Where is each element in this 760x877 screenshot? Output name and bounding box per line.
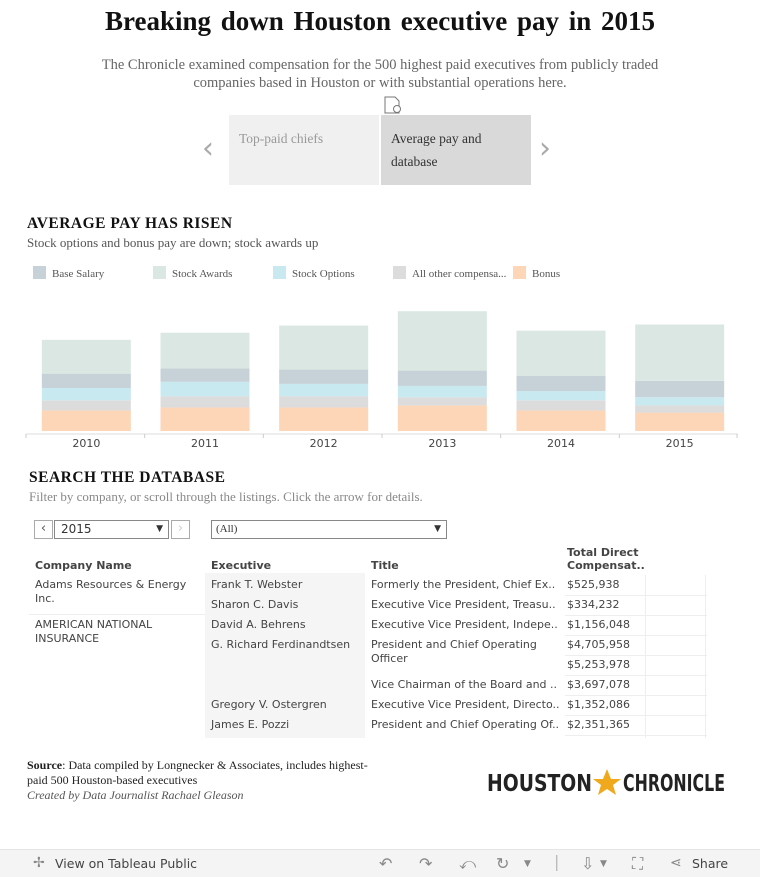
credit-line: Created by Data Journalist Rachael Gleason [27, 788, 244, 802]
legend-swatch [33, 266, 46, 279]
row-divider [565, 715, 707, 716]
legend-item[interactable] [273, 266, 355, 280]
source-label: Source [27, 758, 63, 772]
legend-swatch [393, 266, 406, 279]
story-next-arrow[interactable]: › [539, 131, 551, 166]
fullscreen-icon[interactable]: ⛶ [632, 854, 644, 873]
row-divider [565, 635, 707, 636]
view-on-tableau-link[interactable]: View on Tableau Public [55, 856, 198, 871]
redo-icon[interactable]: ↷ [419, 854, 433, 873]
x-tick-label: 2011 [191, 437, 219, 450]
document-icon[interactable] [384, 96, 402, 114]
x-tick-label: 2012 [309, 437, 338, 450]
table-cell-total: $1,352,086 [567, 698, 630, 711]
bar-segment-stock-options-2013[interactable] [398, 386, 487, 397]
table-cell-title: President and Chief Operating Officer [371, 638, 537, 665]
table-cell-total: $334,232 [567, 598, 620, 611]
bar-segment-bonus-2010[interactable] [42, 411, 131, 431]
x-tick-label: 2014 [547, 437, 575, 450]
bar-segment-all-other-compensa-2015[interactable] [635, 405, 724, 412]
star-icon [593, 769, 621, 795]
column-divider [645, 575, 646, 738]
group-divider [29, 614, 205, 615]
story-tab-average-pay[interactable]: Average pay and database [381, 115, 531, 185]
page-subtitle: The Chronicle examined compensation for the 500 highest paid executives from publicly traded companies based in Houston or with substantial operations here. [101, 57, 659, 91]
executive-table[interactable] [29, 545, 707, 738]
bar-segment-all-other-compensa-2011[interactable] [161, 396, 250, 407]
legend-item[interactable] [513, 266, 560, 280]
page-title: Breaking down Houston executive pay in 2015 [104, 6, 656, 36]
year-next-button[interactable]: › [171, 520, 190, 539]
share-button[interactable]: Share [692, 856, 729, 871]
legend-label: All other compensa... [412, 268, 507, 280]
bar-segment-all-other-compensa-2014[interactable] [517, 400, 606, 410]
table-cell-title: Executive Vice President, Indepe.. [371, 618, 558, 631]
bar-segment-bonus-2015[interactable] [635, 413, 724, 431]
bar-segment-stock-options-2012[interactable] [279, 384, 368, 396]
table-cell-title: Formerly the President, Chief Ex.. [371, 578, 556, 591]
row-divider [565, 615, 707, 616]
table-cell-total: $4,705,958 [567, 638, 630, 651]
bar-segment-stock-options-2014[interactable] [517, 391, 606, 400]
legend-swatch [153, 266, 166, 279]
story-prev-arrow[interactable]: ‹ [202, 131, 214, 166]
table-cell-total: $5,253,978 [567, 658, 630, 671]
year-select[interactable] [54, 520, 169, 539]
legend-label: Stock Options [292, 268, 355, 280]
bar-segment-base-salary-2012[interactable] [279, 370, 368, 384]
chart-legend [33, 266, 733, 284]
table-cell-executive: Sharon C. Davis [211, 598, 299, 611]
table-cell-total: $2,351,365 [567, 718, 630, 731]
legend-swatch [513, 266, 526, 279]
chart-subheading: Stock options and bonus pay are down; stock awards up [27, 235, 319, 250]
header-company[interactable]: Company Name [35, 559, 132, 572]
bar-segment-bonus-2012[interactable] [279, 407, 368, 431]
bar-segment-stock-options-2010[interactable] [42, 388, 131, 400]
company-filter-select[interactable] [211, 520, 447, 539]
table-cell-total: $1,156,048 [567, 618, 630, 631]
row-divider [565, 735, 707, 736]
column-divider [705, 575, 706, 738]
bar-segment-stock-options-2015[interactable] [635, 397, 724, 405]
bar-segment-all-other-compensa-2013[interactable] [398, 397, 487, 405]
header-total[interactable]: Total Direct Compensat.. [567, 546, 645, 572]
year-prev-button[interactable]: ‹ [34, 520, 53, 539]
bar-segment-base-salary-2011[interactable] [161, 369, 250, 382]
refresh-icon[interactable]: ↻ [496, 854, 510, 873]
table-cell-executive: James E. Pozzi [211, 718, 290, 731]
x-tick-label: 2013 [428, 437, 457, 450]
story-tab-top-paid-chiefs[interactable]: Top-paid chiefs [229, 115, 379, 185]
stacked-bar-chart[interactable] [26, 300, 738, 452]
share-icon[interactable]: ⋖ [670, 855, 682, 871]
header-executive[interactable]: Executive [211, 559, 272, 572]
bar-segment-bonus-2014[interactable] [517, 411, 606, 431]
table-cell-title: Executive Vice President, Treasu.. [371, 598, 556, 611]
bar-segment-bonus-2013[interactable] [398, 405, 487, 431]
row-divider [565, 595, 707, 596]
year-select-value: 2015 [61, 522, 92, 536]
row-divider [565, 655, 707, 656]
bar-segment-base-salary-2010[interactable] [42, 374, 131, 388]
bar-segment-stock-awards-2010[interactable] [42, 340, 131, 374]
legend-label: Base Salary [52, 268, 105, 280]
legend-label: Bonus [532, 268, 561, 280]
row-divider [565, 695, 707, 696]
table-cell-executive: David A. Behrens [211, 618, 306, 631]
table-cell-company: Adams Resources & Energy Inc. [35, 578, 187, 605]
tableau-footer [0, 849, 760, 877]
chevron-down-icon: ▼ [156, 524, 163, 534]
houston-chronicle-logo[interactable] [487, 766, 727, 798]
table-cell-title: Vice Chairman of the Board and .. [371, 678, 558, 691]
header-title[interactable]: Title [371, 559, 399, 572]
bar-segment-all-other-compensa-2010[interactable] [42, 400, 131, 410]
legend-label: Stock Awards [172, 268, 233, 280]
x-tick-label: 2010 [72, 437, 101, 450]
table-cell-executive: Gregory V. Ostergren [211, 698, 327, 711]
legend-item[interactable] [393, 266, 506, 280]
table-cell-title: Executive Vice President, Directo.. [371, 698, 560, 711]
row-divider [565, 675, 707, 676]
bar-segment-stock-awards-2015[interactable] [635, 325, 724, 381]
source-note [27, 758, 387, 788]
bar-segment-stock-awards-2011[interactable] [161, 333, 250, 369]
logo-text-left: HOUSTON [487, 771, 592, 797]
bar-segment-bonus-2011[interactable] [161, 407, 250, 431]
chevron-down-icon: ▼ [434, 524, 441, 534]
table-cell-total: $3,697,078 [567, 678, 630, 691]
legend-swatch [273, 266, 286, 279]
bar-segment-stock-awards-2012[interactable] [279, 326, 368, 370]
chevron-down-icon[interactable]: ▼ [524, 859, 531, 869]
search-subheading: Filter by company, or scroll through the listings. Click the arrow for details. [29, 489, 423, 504]
bar-segment-stock-options-2011[interactable] [161, 382, 250, 396]
x-tick-label: 2015 [665, 437, 694, 450]
legend-item[interactable] [33, 266, 104, 280]
search-heading: SEARCH THE DATABASE [29, 469, 226, 486]
chart-heading: AVERAGE PAY HAS RISEN [27, 215, 233, 232]
table-cell-total: $525,938 [567, 578, 620, 591]
divider: | [554, 852, 560, 871]
bar-segment-base-salary-2015[interactable] [635, 381, 724, 397]
company-filter-value: (All) [216, 523, 238, 535]
bar-segment-stock-awards-2013[interactable] [398, 311, 487, 370]
bar-segment-all-other-compensa-2012[interactable] [279, 396, 368, 407]
download-icon[interactable]: ⇩ [581, 854, 595, 873]
chevron-down-icon[interactable]: ▼ [600, 859, 607, 869]
source-text: : Data compiled by Longnecker & Associates, includes highest-paid 500 Houston-based executives [27, 758, 368, 787]
revert-icon[interactable]: ⤺ [459, 854, 477, 873]
logo-text-right: CHRONICLE [623, 771, 725, 797]
tableau-icon: ✢ [33, 855, 45, 871]
table-cell-title: President and Chief Operating Of.. [371, 718, 560, 731]
legend-item[interactable] [153, 266, 232, 280]
table-cell-executive: G. Richard Ferdinandtsen [211, 638, 351, 651]
bar-segment-base-salary-2013[interactable] [398, 371, 487, 386]
bar-segment-base-salary-2014[interactable] [517, 376, 606, 391]
bar-segment-stock-awards-2014[interactable] [517, 331, 606, 376]
table-cell-company: AMERICAN NATIONAL INSURANCE [35, 618, 153, 645]
table-cell-executive: Frank T. Webster [211, 578, 303, 591]
undo-icon[interactable]: ↶ [379, 854, 393, 873]
